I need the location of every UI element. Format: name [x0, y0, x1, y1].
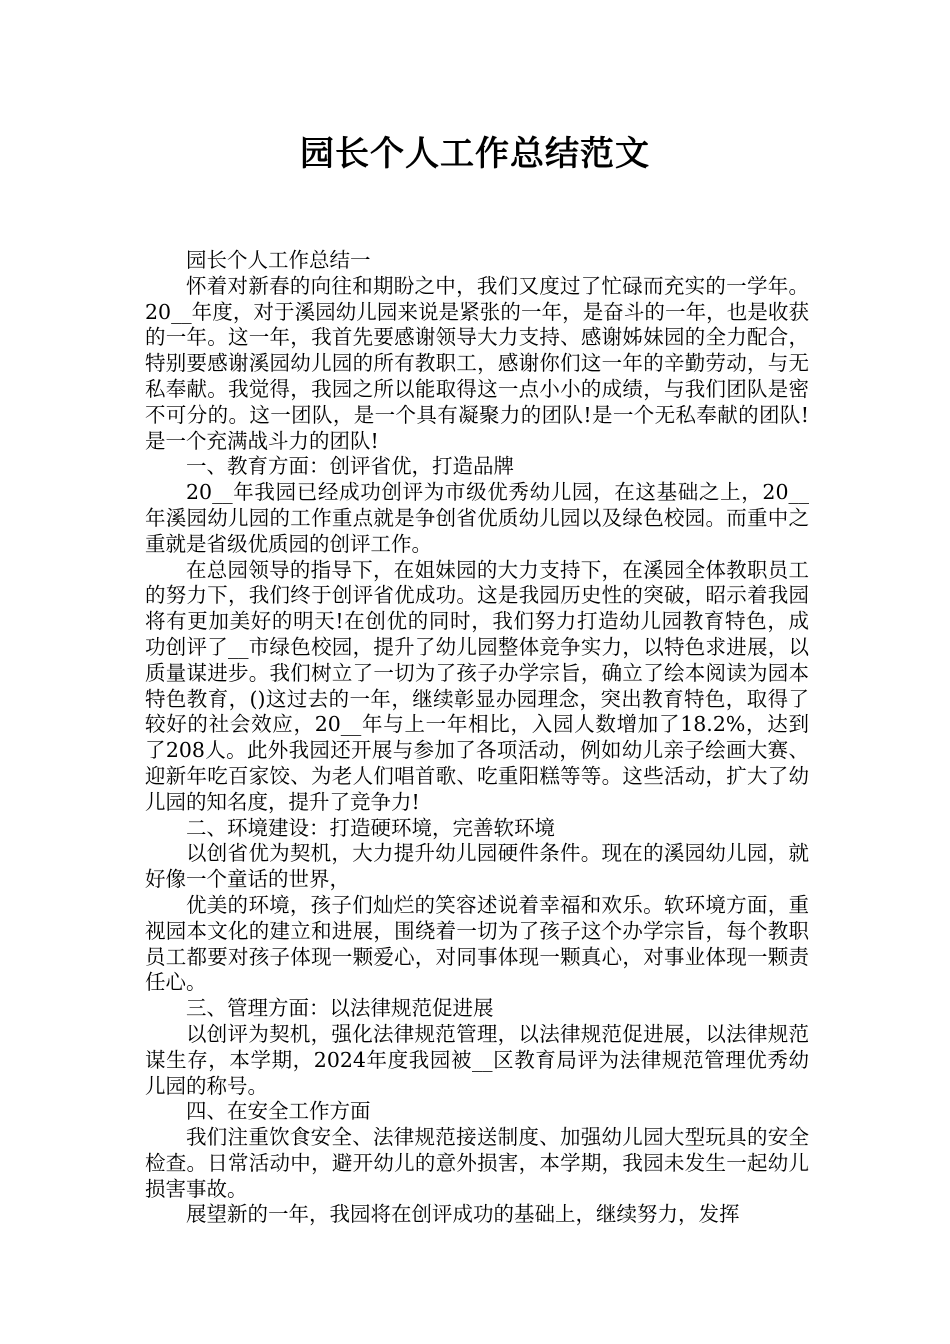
- paragraph: 展望新的一年，我园将在创评成功的基础上，继续努力，发挥: [186, 1202, 740, 1227]
- paragraph: 20__年我园已经成功创评为市级优秀幼儿园，在这基础之上，20__年溪园幼儿园的工作重点就是争创省优质幼儿园以及绿色校园。而重中之重就是省级优质园的创评工作。: [145, 480, 809, 556]
- paragraph: 怀着对新春的向往和期盼之中，我们又度过了忙碌而充实的一学年。20__年度，对于溪园幼儿园来说是紧张的一年，是奋斗的一年，也是收获的一年。这一年，我首先要感谢领导大力支持、感谢姊妹园的全力配合，特别要感谢溪园幼儿园的所有教职工，感谢你们这一年的辛勤劳动，与无私奉献。我觉得，我园之所以能取得这一点小小的成绩，与我们团队是密不可分的。这一团队，是一个具有凝聚力的团队!是一个无私奉献的团队!是一个充满战斗力的团队!: [145, 273, 809, 453]
- paragraph: 在总园领导的指导下，在姐妹园的大力支持下，在溪园全体教职员工的努力下，我们终于创评省优成功。这是我园历史性的突破，昭示着我园将有更加美好的明天!在创优的同时，我们努力打造幼儿园教育特色，成功创评了__市绿色校园，提升了幼儿园整体竞争实力，以特色求进展，以质量谋进步。我们树立了一切为了孩子办学宗旨，确立了绘本阅读为园本特色教育，()这过去的一年，继续彰显办园理念，突出教育特色，取得了较好的社会效应，20__年与上一年相比，入园人数增加了18.2%，达到了208人。此外我园还开展与参加了各项活动，例如幼儿亲子绘画大赛、迎新年吃百家饺、为老人们唱首歌、吃重阳糕等等。这些活动，扩大了幼儿园的知名度，提升了竞争力!: [145, 557, 809, 814]
- section-heading-intro: 园长个人工作总结一: [186, 248, 371, 272]
- section-heading-management: 三、管理方面：以法律规范促进展: [186, 996, 494, 1021]
- document-title: 园长个人工作总结范文: [300, 134, 650, 174]
- paragraph: 我们注重饮食安全、法律规范接送制度、加强幼儿园大型玩具的安全检查。日常活动中，避开幼儿的意外损害，本学期，我园未发生一起幼儿损害事故。: [145, 1125, 809, 1201]
- paragraph: 以创省优为契机，大力提升幼儿园硬件条件。现在的溪园幼儿园，就好像一个童话的世界，: [145, 841, 809, 892]
- paragraph: 以创评为契机，强化法律规范管理，以法律规范促进展，以法律规范谋生存，本学期，2024年度我园被__区教育局评为法律规范管理优秀幼儿园的称号。: [145, 1021, 809, 1098]
- paragraph: 优美的环境，孩子们灿烂的笑容述说着幸福和欢乐。软环境方面，重视园本文化的建立和进展，围绕着一切为了孩子这个办学宗旨，每个教职员工都要对孩子体现一颗爱心，对同事体现一颗真心，对事业体现一颗责任心。: [145, 892, 809, 995]
- section-heading-education: 一、教育方面：创评省优，打造品牌: [186, 454, 514, 479]
- document-body: [145, 248, 809, 1228]
- section-heading-environment: 二、环境建设：打造硬环境，完善软环境: [186, 815, 555, 840]
- section-heading-safety: 四、在安全工作方面: [186, 1099, 371, 1124]
